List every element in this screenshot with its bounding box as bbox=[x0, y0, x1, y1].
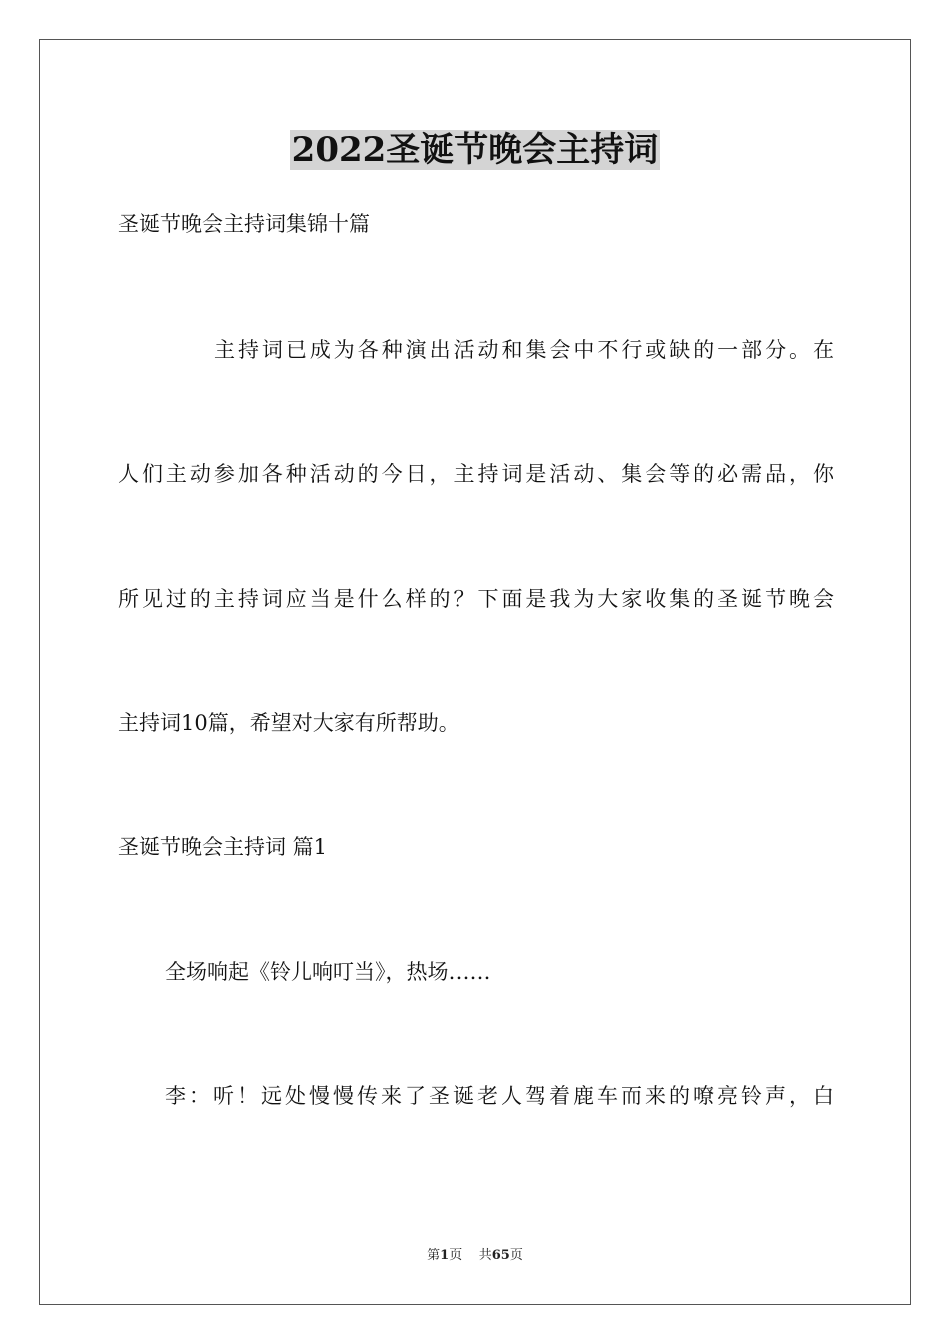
paragraph-line: 李：听！远处慢慢传来了圣诞老人驾着鹿车而来的嘹亮铃声，白 bbox=[165, 1084, 834, 1108]
paragraph-line: 所见过的主持词应当是什么样的？下面是我为大家收集的圣诞节晚会 bbox=[118, 587, 834, 611]
document-title-text: 2022圣诞节晚会主持词 bbox=[291, 130, 659, 170]
page-footer bbox=[0, 1247, 950, 1265]
footer-page-current: 1 bbox=[440, 1248, 450, 1263]
subtitle-line: 圣诞节晚会主持词集锦十篇 bbox=[118, 212, 370, 236]
footer-total-prefix: 共 bbox=[478, 1248, 492, 1263]
paragraph-line: 全场响起《铃儿响叮当》，热场…… bbox=[165, 960, 491, 984]
footer-page-prefix: 第 bbox=[427, 1248, 441, 1263]
document-title bbox=[0, 128, 950, 172]
footer-total-suffix: 页 bbox=[509, 1248, 523, 1263]
paragraph-line: 主持词已成为各种演出活动和集会中不行或缺的一部分。在 bbox=[214, 338, 834, 362]
paragraph-line: 主持词10篇，希望对大家有所帮助。 bbox=[118, 711, 460, 735]
footer-page-total: 65 bbox=[491, 1248, 510, 1263]
paragraph-line: 人们主动参加各种活动的今日，主持词是活动、集会等的必需品，你 bbox=[118, 462, 834, 486]
footer-page-suffix: 页 bbox=[449, 1248, 463, 1263]
section-heading: 圣诞节晚会主持词 篇1 bbox=[118, 835, 328, 859]
